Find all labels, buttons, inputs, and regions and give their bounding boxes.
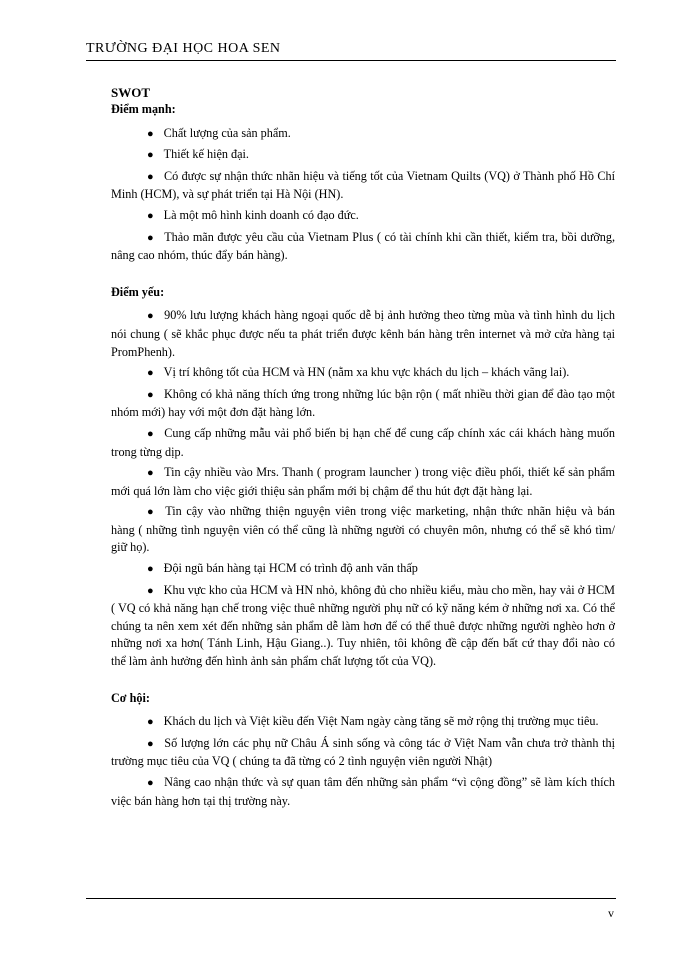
bullet-icon: ●	[147, 209, 154, 222]
list-item: ● Chất lượng của sản phẩm.	[147, 125, 291, 140]
section-opportunities	[111, 690, 615, 811]
bullet-icon: ●	[147, 584, 154, 597]
bullet-icon: ●	[147, 506, 156, 519]
list-item: ● Đội ngũ bán hàng tại HCM có trình độ anh văn thấp	[147, 561, 418, 576]
bullet-icon: ●	[147, 231, 155, 244]
list-item: ● Khách du lịch và Việt kiều đến Việt Nam ngày càng tăng sẽ mở rộng thị trường mục tiêu.	[147, 714, 599, 729]
list-item: ● 90% lưu lượng khách hàng ngoại quốc dễ bị ảnh hưởng theo từng mùa và tình hình du lịch nói chung ( sẽ khắc phục được nếu ta phát triển được kênh bán hàng trên internet và mở cửa hàng tại PromPhenh).	[111, 308, 615, 359]
footer-rule	[86, 898, 616, 899]
list-item: ● Số lượng lớn các phụ nữ Châu Á sinh sống và công tác ở Việt Nam vẫn chưa trở thành thị trường mục tiêu của VQ ( chúng ta đã từng có 2 tình nguyện viên người Nhật)	[111, 735, 615, 769]
list-item: ● Cung cấp những mẫu vải phổ biến bị hạn chế để cung cấp chính xác cái khách hàng muốn trong từng dịp.	[111, 425, 615, 459]
bullet-icon: ●	[147, 170, 154, 183]
list-item: ● Thiết kế hiện đại.	[147, 147, 249, 162]
page-header: TRƯỜNG ĐẠI HỌC HOA SEN	[86, 41, 281, 56]
section-heading: Cơ hội:	[111, 690, 150, 705]
section-weaknesses	[111, 284, 615, 671]
list-item: ● Không có khả năng thích ứng trong những lúc bận rộn ( mất nhiều thời gian để đào tạo một nhóm mới) hay với một đơn đặt hàng lớn.	[111, 386, 615, 420]
section-heading: Điểm mạnh:	[111, 102, 176, 116]
list-item: ● Nâng cao nhận thức và sự quan tâm đến những sản phẩm “vì cộng đồng” sẽ làm kích thích việc bán hàng hơn tại thị trường này.	[111, 775, 616, 808]
document-title: SWOT	[111, 85, 151, 100]
list-item: ● Vị trí không tốt của HCM và HN (nằm xa khu vực khách du lịch – khách vãng lai).	[147, 365, 570, 380]
list-item: ● Tin cậy nhiều vào Mrs. Thanh ( program launcher ) trong việc điều phối, thiết kế sản phẩm mới quá lớn làm cho việc giới thiệu sản phẩm mới bị chậm để thu hút đợt đặt hàng lại.	[111, 465, 615, 498]
bullet-icon: ●	[147, 388, 154, 401]
bullet-icon: ●	[147, 427, 155, 440]
bullet-icon: ●	[147, 563, 154, 576]
bullet-icon: ●	[147, 367, 154, 380]
list-item: ● Thảo mãn được yêu cầu của Vietnam Plus ( có tài chính khi cần thiết, kiểm tra, bồi dưỡng, nâng cao nhóm, thúc đẩy bán hàng).	[111, 229, 615, 263]
bullet-icon: ●	[147, 127, 154, 140]
page-number: v	[608, 906, 614, 920]
list-item: ● Tin cậy vào những thiện nguyện viên trong việc marketing, nhận thức nhãn hiệu và bán hàng ( những tình nguyện viên có thể cũng là những người có chuyên môn, nhưng có thể sẽ khó tìm/ giữ họ).	[111, 504, 615, 555]
header-rule	[86, 60, 616, 61]
section-strengths	[111, 101, 615, 265]
bullet-icon: ●	[147, 467, 155, 480]
list-item: ● Khu vực kho của HCM và HN nhỏ, không đủ cho nhiều kiểu, màu cho mền, hay vải ở HCM ( VQ có khả năng hạn chế trong việc thuê những người phụ nữ có kỹ năng kém ở những nơi xa. Có thể chúng ta nên xem xét đến những sản phẩm dễ làm hơn để có thể thuê được những người nghèo hơn ở những nơi xa hơn( Tánh Linh, Hậu Giang..). Tuy nhiên, tôi không đề cập đến bất cứ thay đổi nào có thể làm ảnh hưởng đến hình ảnh sản phẩm chất lượng tốt của VQ).	[111, 582, 615, 669]
bullet-icon: ●	[147, 149, 154, 162]
bullet-icon: ●	[147, 777, 155, 789]
bullet-icon: ●	[147, 737, 155, 750]
document-body	[111, 85, 615, 813]
section-heading: Điểm yếu:	[111, 284, 165, 299]
bullet-icon: ●	[147, 716, 154, 729]
list-item: ● Là một mô hình kinh doanh có đạo đức.	[147, 207, 359, 222]
bullet-icon: ●	[147, 310, 155, 323]
list-item: ● Có được sự nhận thức nhãn hiệu và tiếng tốt của Vietnam Quilts (VQ) ở Thành phố Hồ Chí Minh (HCM), và sự phát triển tại Hà Nội (HN).	[111, 168, 615, 202]
